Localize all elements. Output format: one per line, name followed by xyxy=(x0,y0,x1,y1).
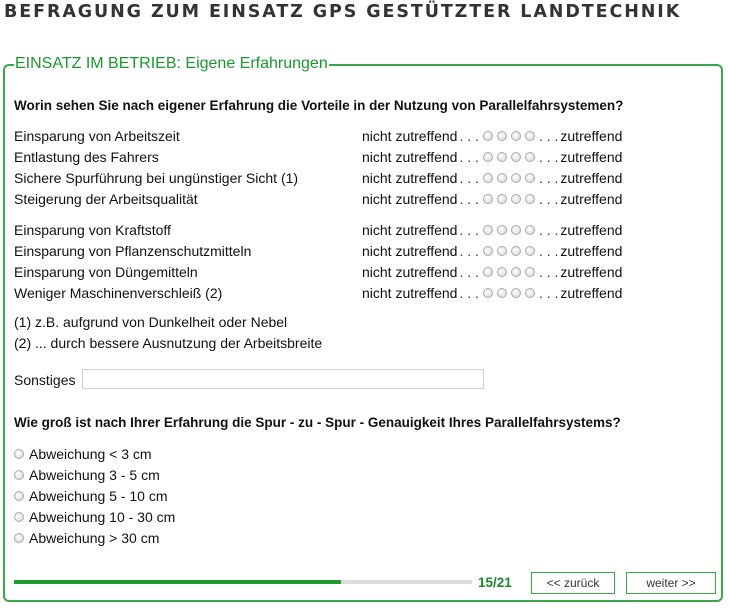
scale-right-label: zutreffend xyxy=(560,170,623,186)
likert-radio[interactable] xyxy=(525,173,535,183)
scale-dots: . . . xyxy=(459,264,479,280)
scale-right-label: zutreffend xyxy=(560,264,623,280)
likert-radio[interactable] xyxy=(511,246,521,256)
accuracy-radio[interactable] xyxy=(14,533,24,543)
scale-dots: . . . xyxy=(459,128,479,144)
likert-scale xyxy=(362,285,622,301)
question-advantages: Worin sehen Sie nach eigener Erfahrung die Vorteile in der Nutzung von Parallelfahrsystemen? xyxy=(14,98,624,113)
accuracy-option[interactable] xyxy=(14,507,175,527)
back-button[interactable]: << zurück xyxy=(531,572,615,594)
accuracy-option-label: Abweichung 10 - 30 cm xyxy=(29,509,176,525)
likert-row xyxy=(14,222,654,242)
likert-radio[interactable] xyxy=(511,288,521,298)
likert-radio[interactable] xyxy=(525,246,535,256)
likert-row xyxy=(14,191,654,211)
likert-radio[interactable] xyxy=(483,246,493,256)
likert-radio[interactable] xyxy=(497,173,507,183)
accuracy-radio[interactable] xyxy=(14,449,24,459)
likert-row xyxy=(14,243,654,263)
progress-fill xyxy=(14,580,341,584)
scale-dots: . . . xyxy=(538,243,559,259)
page-title: BEFRAGUNG ZUM EINSATZ GPS GESTÜTZTER LANDTECHNIK xyxy=(4,2,682,22)
scale-right-label: zutreffend xyxy=(560,285,623,301)
scale-dots: . . . xyxy=(538,191,559,207)
scale-left-label: nicht zutreffend xyxy=(362,285,458,301)
likert-radio[interactable] xyxy=(483,173,493,183)
accuracy-radio[interactable] xyxy=(14,491,24,501)
footnote-2: (2) ... durch bessere Ausnutzung der Arbeitsbreite xyxy=(14,335,323,351)
likert-row xyxy=(14,128,654,148)
likert-radio[interactable] xyxy=(525,131,535,141)
accuracy-option[interactable] xyxy=(14,444,152,464)
accuracy-option-label: Abweichung > 30 cm xyxy=(29,530,160,546)
sonstiges-input[interactable] xyxy=(82,369,484,389)
likert-radio[interactable] xyxy=(511,194,521,204)
accuracy-option-label: Abweichung 3 - 5 cm xyxy=(29,467,160,483)
likert-scale xyxy=(362,191,622,207)
likert-row xyxy=(14,285,654,305)
question-accuracy: Wie groß ist nach Ihrer Erfahrung die Spur - zu - Spur - Genauigkeit Ihres Parallelfahrsystems? xyxy=(14,415,621,430)
likert-row-label: Steigerung der Arbeitsqualität xyxy=(14,191,198,207)
likert-row xyxy=(14,149,654,169)
scale-dots: . . . xyxy=(538,285,559,301)
likert-radio[interactable] xyxy=(511,267,521,277)
footnote-1: (1) z.B. aufgrund von Dunkelheit oder Nebel xyxy=(14,314,288,330)
scale-left-label: nicht zutreffend xyxy=(362,191,458,207)
likert-radio[interactable] xyxy=(497,267,507,277)
progress-bar xyxy=(14,580,472,584)
scale-dots: . . . xyxy=(459,149,479,165)
likert-scale xyxy=(362,264,622,280)
next-button[interactable]: weiter >> xyxy=(626,572,716,594)
likert-radio[interactable] xyxy=(511,131,521,141)
likert-radio[interactable] xyxy=(497,225,507,235)
likert-radio[interactable] xyxy=(525,152,535,162)
likert-row-label: Einsparung von Düngemitteln xyxy=(14,264,198,280)
scale-dots: . . . xyxy=(538,149,559,165)
likert-radio[interactable] xyxy=(497,288,507,298)
scale-right-label: zutreffend xyxy=(560,128,623,144)
scale-left-label: nicht zutreffend xyxy=(362,264,458,280)
likert-radio[interactable] xyxy=(483,131,493,141)
likert-row-label: Weniger Maschinenverschleiß (2) xyxy=(14,285,223,301)
scale-dots: . . . xyxy=(459,222,479,238)
likert-radio[interactable] xyxy=(497,246,507,256)
likert-radio[interactable] xyxy=(497,194,507,204)
likert-radio[interactable] xyxy=(497,152,507,162)
likert-row xyxy=(14,264,654,284)
likert-radio[interactable] xyxy=(525,225,535,235)
scale-dots: . . . xyxy=(538,128,559,144)
scale-dots: . . . xyxy=(459,191,479,207)
accuracy-option[interactable] xyxy=(14,528,159,548)
accuracy-radio[interactable] xyxy=(14,512,24,522)
scale-left-label: nicht zutreffend xyxy=(362,170,458,186)
progress-text: 15/21 xyxy=(478,575,512,590)
likert-radio[interactable] xyxy=(483,267,493,277)
likert-radio[interactable] xyxy=(483,194,493,204)
likert-radio[interactable] xyxy=(511,225,521,235)
likert-radio[interactable] xyxy=(497,131,507,141)
scale-dots: . . . xyxy=(538,264,559,280)
scale-left-label: nicht zutreffend xyxy=(362,243,458,259)
likert-scale xyxy=(362,243,622,259)
likert-radio[interactable] xyxy=(483,225,493,235)
scale-right-label: zutreffend xyxy=(560,243,623,259)
likert-radio[interactable] xyxy=(483,152,493,162)
likert-scale xyxy=(362,170,622,186)
accuracy-radio[interactable] xyxy=(14,470,24,480)
likert-row-label: Entlastung des Fahrers xyxy=(14,149,159,165)
likert-scale xyxy=(362,128,622,144)
likert-radio[interactable] xyxy=(511,152,521,162)
scale-left-label: nicht zutreffend xyxy=(362,128,458,144)
accuracy-option-label: Abweichung < 3 cm xyxy=(29,446,152,462)
likert-radio[interactable] xyxy=(525,288,535,298)
accuracy-option[interactable] xyxy=(14,465,160,485)
scale-dots: . . . xyxy=(459,285,479,301)
accuracy-option-label: Abweichung 5 - 10 cm xyxy=(29,488,168,504)
likert-scale xyxy=(362,149,622,165)
scale-dots: . . . xyxy=(538,170,559,186)
scale-left-label: nicht zutreffend xyxy=(362,222,458,238)
likert-row-label: Sichere Spurführung bei ungünstiger Sicht (1) xyxy=(14,170,299,186)
likert-radio[interactable] xyxy=(511,173,521,183)
likert-row xyxy=(14,170,654,190)
accuracy-option[interactable] xyxy=(14,486,168,506)
likert-row-label: Einsparung von Kraftstoff xyxy=(14,222,171,238)
scale-dots: . . . xyxy=(459,170,479,186)
likert-radio[interactable] xyxy=(483,288,493,298)
scale-right-label: zutreffend xyxy=(560,149,623,165)
scale-dots: . . . xyxy=(538,222,559,238)
scale-right-label: zutreffend xyxy=(560,222,623,238)
likert-row-label: Einsparung von Pflanzenschutzmitteln xyxy=(14,243,252,259)
scale-right-label: zutreffend xyxy=(560,191,623,207)
likert-row-label: Einsparung von Arbeitszeit xyxy=(14,128,180,144)
likert-scale xyxy=(362,222,622,238)
likert-radio[interactable] xyxy=(525,194,535,204)
scale-dots: . . . xyxy=(459,243,479,259)
section-legend: EINSATZ IM BETRIEB: Eigene Erfahrungen xyxy=(15,55,328,72)
scale-left-label: nicht zutreffend xyxy=(362,149,458,165)
sonstiges-label: Sonstiges xyxy=(14,372,76,388)
likert-radio[interactable] xyxy=(525,267,535,277)
